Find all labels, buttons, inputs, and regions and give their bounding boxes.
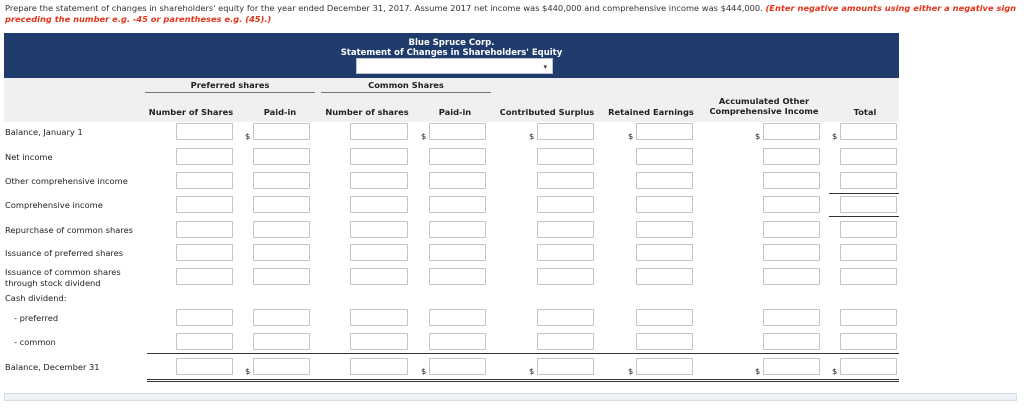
input-issuance-preferred-contributed-surplus[interactable] — [537, 244, 594, 261]
row-label-comprehensive-income: Comprehensive income — [5, 200, 103, 210]
input-oci-common-number[interactable] — [350, 172, 408, 189]
input-comprehensive-income-common-paid-in[interactable] — [429, 196, 486, 213]
col-pref-paid-in: Paid-in — [263, 107, 297, 117]
dollar-sign: $ — [755, 131, 761, 141]
subtotal-rule — [829, 193, 899, 194]
row-label-issuance-common-line1: Issuance of common shares — [5, 267, 121, 277]
input-comprehensive-income-common-number[interactable] — [350, 196, 408, 213]
period-dropdown[interactable] — [356, 58, 553, 74]
dollar-sign: $ — [529, 366, 535, 376]
input-balance-january-retained-earnings[interactable] — [636, 123, 693, 140]
input-comprehensive-income-total[interactable] — [840, 196, 897, 213]
input-issuance-common-common-number[interactable] — [350, 268, 408, 285]
input-oci-total[interactable] — [840, 172, 897, 189]
input-balance-january-contributed-surplus[interactable] — [537, 123, 594, 140]
input-balance-december-pref-number[interactable] — [176, 358, 233, 375]
input-balance-january-common-number[interactable] — [350, 123, 408, 140]
total-rule-below — [147, 381, 899, 382]
input-net-income-aoci[interactable] — [763, 148, 820, 165]
subtotal-rule — [829, 216, 899, 217]
input-balance-december-common-number[interactable] — [350, 358, 408, 375]
col-total: Total — [853, 107, 877, 117]
input-comprehensive-income-aoci[interactable] — [763, 196, 820, 213]
row-label-dividend-common: - common — [14, 337, 56, 347]
input-balance-december-contributed-surplus[interactable] — [537, 358, 594, 375]
dollar-sign: $ — [421, 131, 427, 141]
input-issuance-common-retained-earnings[interactable] — [636, 268, 693, 285]
col-pref-number: Number of Shares — [148, 107, 234, 117]
input-dividend-preferred-retained-earnings[interactable] — [636, 309, 693, 326]
input-balance-december-retained-earnings[interactable] — [636, 358, 693, 375]
section-common-shares: Common Shares — [368, 80, 444, 90]
row-label-net-income: Net income — [5, 152, 53, 162]
input-issuance-preferred-pref-paid-in[interactable] — [253, 244, 310, 261]
input-dividend-common-total[interactable] — [840, 333, 897, 350]
col-common-paid-in: Paid-in — [438, 107, 472, 117]
input-comprehensive-income-pref-number[interactable] — [176, 196, 233, 213]
input-balance-january-pref-number[interactable] — [176, 123, 233, 140]
input-comprehensive-income-pref-paid-in[interactable] — [253, 196, 310, 213]
row-label-dividend-preferred: - preferred — [14, 313, 59, 323]
statement-title: Statement of Changes in Shareholders' Equity — [340, 48, 563, 58]
col-contributed-surplus: Contributed Surplus — [499, 107, 595, 117]
dollar-sign: $ — [755, 366, 761, 376]
input-repurchase-common-total[interactable] — [840, 221, 897, 238]
input-net-income-common-paid-in[interactable] — [429, 148, 486, 165]
input-dividend-common-aoci[interactable] — [763, 333, 820, 350]
input-net-income-contributed-surplus[interactable] — [537, 148, 594, 165]
row-label-cash-dividend: Cash dividend: — [5, 293, 67, 303]
input-comprehensive-income-retained-earnings[interactable] — [636, 196, 693, 213]
input-dividend-preferred-pref-paid-in[interactable] — [253, 309, 310, 326]
input-repurchase-common-common-number[interactable] — [350, 221, 408, 238]
input-balance-january-common-paid-in[interactable] — [429, 123, 486, 140]
input-net-income-retained-earnings[interactable] — [636, 148, 693, 165]
input-balance-january-pref-paid-in[interactable] — [253, 123, 310, 140]
input-dividend-common-common-paid-in[interactable] — [429, 333, 486, 350]
input-net-income-common-number[interactable] — [350, 148, 408, 165]
input-repurchase-common-retained-earnings[interactable] — [636, 221, 693, 238]
input-dividend-preferred-total[interactable] — [840, 309, 897, 326]
input-oci-common-paid-in[interactable] — [429, 172, 486, 189]
section-preferred-shares: Preferred shares — [190, 80, 270, 90]
dollar-sign: $ — [245, 366, 251, 376]
row-label-repurchase-common: Repurchase of common shares — [5, 225, 133, 235]
input-dividend-preferred-aoci[interactable] — [763, 309, 820, 326]
instructions-text: Prepare the statement of changes in shareholders' equity for the year ended December 31, 2017. Assume 2017 net income was $440,000 and comprehensive income was $444,000. — [5, 3, 763, 13]
input-net-income-pref-number[interactable] — [176, 148, 233, 165]
total-rule-above — [147, 353, 899, 354]
input-dividend-common-contributed-surplus[interactable] — [537, 333, 594, 350]
input-balance-january-total[interactable] — [840, 123, 897, 140]
input-issuance-preferred-pref-number[interactable] — [176, 244, 233, 261]
row-label-balance-december: Balance, December 31 — [5, 362, 100, 372]
input-balance-december-aoci[interactable] — [763, 358, 820, 375]
total-rule-below — [147, 379, 899, 380]
input-oci-aoci[interactable] — [763, 172, 820, 189]
input-net-income-pref-paid-in[interactable] — [253, 148, 310, 165]
input-oci-pref-number[interactable] — [176, 172, 233, 189]
input-balance-december-pref-paid-in[interactable] — [253, 358, 310, 375]
company-name: Blue Spruce Corp. — [408, 38, 495, 48]
input-issuance-preferred-common-number[interactable] — [350, 244, 408, 261]
input-issuance-common-pref-number[interactable] — [176, 268, 233, 285]
input-dividend-preferred-common-number[interactable] — [350, 309, 408, 326]
input-issuance-common-pref-paid-in[interactable] — [253, 268, 310, 285]
input-repurchase-common-common-paid-in[interactable] — [429, 221, 486, 238]
dollar-sign: $ — [529, 131, 535, 141]
dollar-sign: $ — [628, 366, 634, 376]
input-issuance-preferred-total[interactable] — [840, 244, 897, 261]
input-issuance-common-aoci[interactable] — [763, 268, 820, 285]
input-dividend-common-pref-number[interactable] — [176, 333, 233, 350]
section-underline — [145, 92, 315, 93]
col-aoci-line2: Comprehensive Income — [709, 106, 819, 116]
input-oci-contributed-surplus[interactable] — [537, 172, 594, 189]
instructions-emphasis: (Enter negative amounts using either a negative sign preceding the number e.g. -45 or parentheses e.g. (45).) — [5, 3, 1017, 24]
input-repurchase-common-contributed-surplus[interactable] — [537, 221, 594, 238]
col-aoci-line1: Accumulated Other — [718, 96, 810, 106]
row-label-issuance-preferred: Issuance of preferred shares — [5, 248, 124, 258]
col-aoci — [702, 96, 826, 116]
input-repurchase-common-pref-paid-in[interactable] — [253, 221, 310, 238]
input-dividend-common-common-number[interactable] — [350, 333, 408, 350]
input-net-income-total[interactable] — [840, 148, 897, 165]
dollar-sign: $ — [421, 366, 427, 376]
input-dividend-preferred-common-paid-in[interactable] — [429, 309, 486, 326]
input-balance-january-aoci[interactable] — [763, 123, 820, 140]
dollar-sign: $ — [245, 131, 251, 141]
col-common-number: Number of shares — [325, 107, 409, 117]
input-repurchase-common-pref-number[interactable] — [176, 221, 233, 238]
input-oci-pref-paid-in[interactable] — [253, 172, 310, 189]
input-balance-december-total[interactable] — [840, 358, 897, 375]
input-oci-retained-earnings[interactable] — [636, 172, 693, 189]
row-label-oci: Other comprehensive income — [5, 176, 128, 186]
input-issuance-preferred-common-paid-in[interactable] — [429, 244, 486, 261]
section-underline — [321, 92, 491, 93]
input-issuance-preferred-retained-earnings[interactable] — [636, 244, 693, 261]
dollar-sign: $ — [832, 131, 838, 141]
input-issuance-common-total[interactable] — [840, 268, 897, 285]
dollar-sign: $ — [832, 366, 838, 376]
input-issuance-common-contributed-surplus[interactable] — [537, 268, 594, 285]
input-issuance-common-common-paid-in[interactable] — [429, 268, 486, 285]
input-issuance-preferred-aoci[interactable] — [763, 244, 820, 261]
input-repurchase-common-aoci[interactable] — [763, 221, 820, 238]
input-comprehensive-income-contributed-surplus[interactable] — [537, 196, 594, 213]
input-dividend-common-retained-earnings[interactable] — [636, 333, 693, 350]
row-label-issuance-common-line2: through stock dividend — [5, 278, 101, 288]
instructions — [5, 3, 1017, 25]
statement-header — [4, 33, 899, 78]
input-dividend-preferred-contributed-surplus[interactable] — [537, 309, 594, 326]
chevron-down-icon: ▾ — [543, 63, 547, 71]
input-dividend-common-pref-paid-in[interactable] — [253, 333, 310, 350]
col-retained-earnings: Retained Earnings — [608, 107, 694, 117]
row-label-balance-january: Balance, January 1 — [5, 127, 83, 137]
dollar-sign: $ — [628, 131, 634, 141]
bottom-scrollbar[interactable] — [4, 393, 1017, 401]
input-balance-december-common-paid-in[interactable] — [429, 358, 486, 375]
input-dividend-preferred-pref-number[interactable] — [176, 309, 233, 326]
